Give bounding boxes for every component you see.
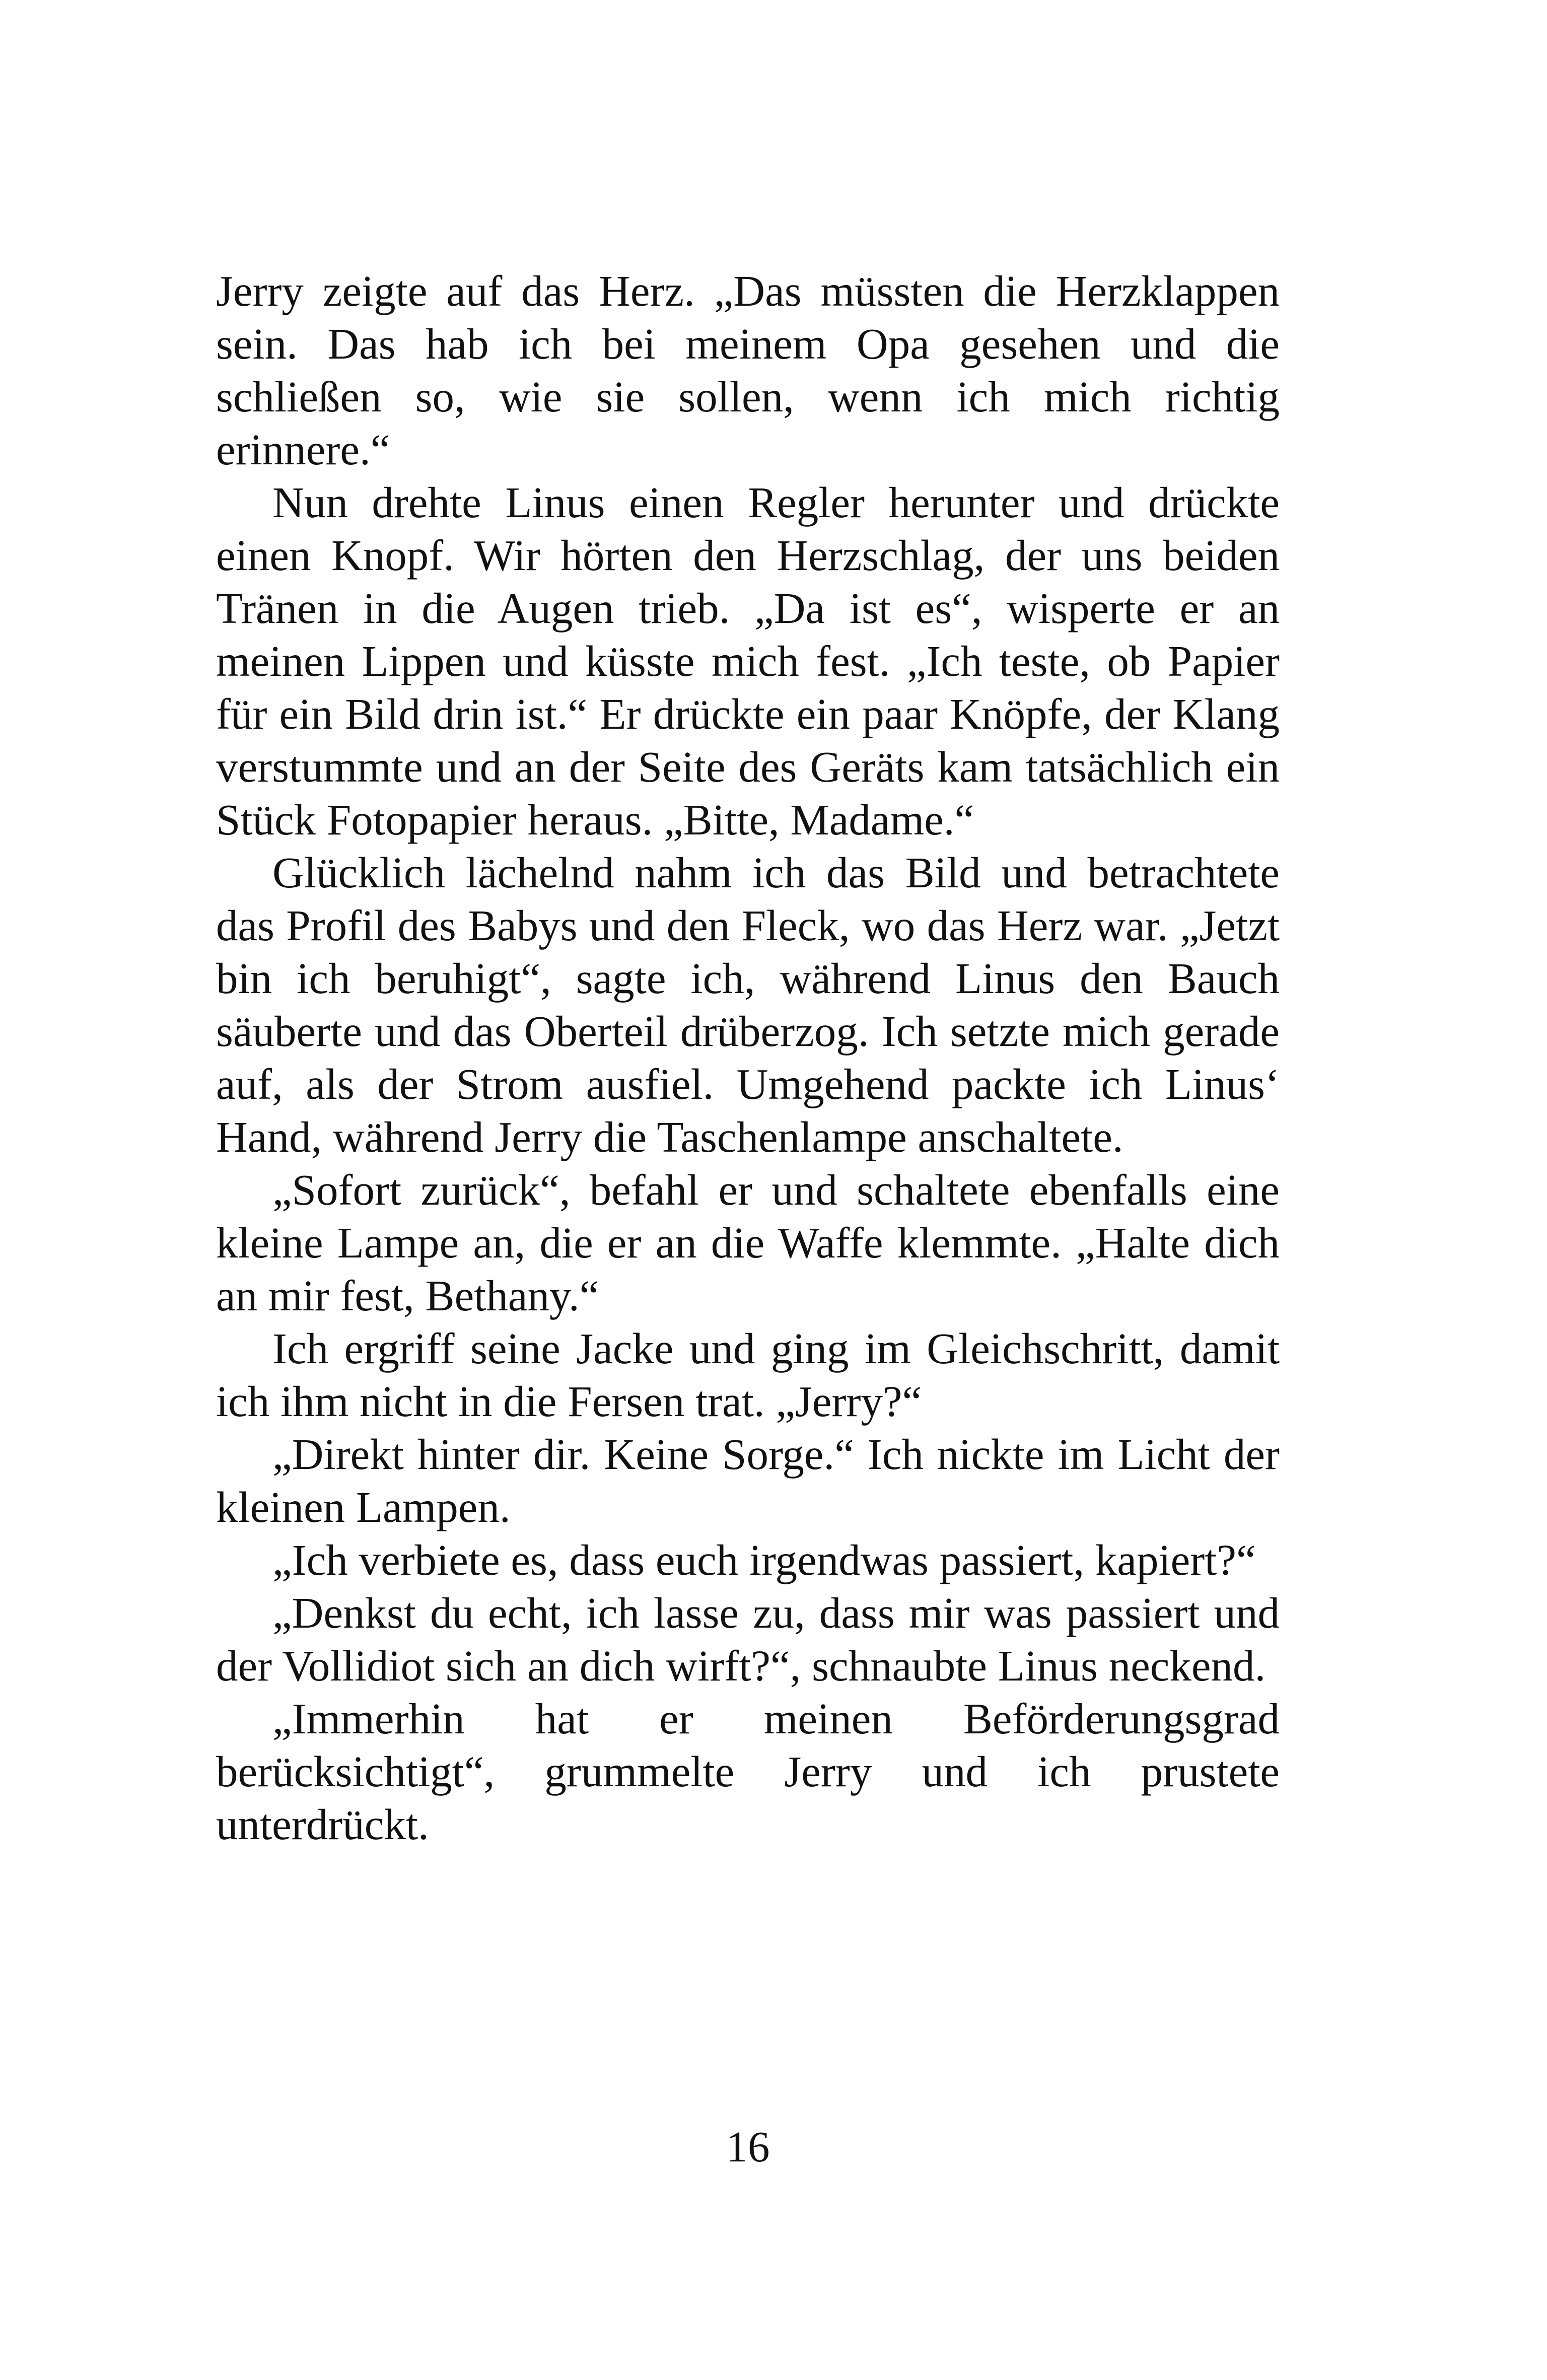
paragraph: „Immerhin hat er meinen Beförderungsgrad berücksichtigt“, grummelte Jerry und ich prustete unterdrückt. — [216, 1694, 1280, 1849]
paragraph: „Ich verbiete es, dass euch irgendwas passiert, kapiert?“ — [272, 1535, 1256, 1584]
page-number: 16 — [726, 2122, 770, 2171]
body-text — [216, 264, 1280, 1851]
paragraph: „Direkt hinter dir. Keine Sorge.“ Ich nickte im Licht der kleinen Lampen. — [216, 1430, 1280, 1531]
paragraph: Nun drehte Linus einen Regler herunter und drückte einen Knopf. Wir hörten den Herzschlag, der uns beiden Tränen in die Augen trieb. „Da ist es“, wisperte er an meinen Lippen und küsste mich fest. „Ich teste, ob Papier für ein Bild drin ist.“ Er drückte ein paar Knöpfe, der Klang verstummte und an der Seite des Geräts kam tatsächlich ein Stück Fotopapier heraus. „Bitte, Madame.“ — [216, 478, 1280, 844]
paragraph: Glücklich lächelnd nahm ich das Bild und betrachtete das Profil des Babys und den Fleck, wo das Herz war. „Jetzt bin ich beruhigt“, sagte ich, während Linus den Bauch säuberte und das Oberteil drüberzog. Ich setzte mich gerade auf, als der Strom ausfiel. Umgehend packte ich Linus‘ Hand, während Jerry die Taschenlampe anschaltete. — [216, 848, 1280, 1161]
paragraph: „Sofort zurück“, befahl er und schaltete ebenfalls eine kleine Lampe an, die er an die Waffe klemmte. „Halte dich an mir fest, Bethany.“ — [216, 1165, 1280, 1320]
paragraph: Jerry zeigte auf das Herz. „Das müssten die Herzklappen sein. Das hab ich bei meinem Opa gesehen und die schließen so, wie sie sollen, wenn ich mich richtig erinnere.“ — [216, 266, 1280, 474]
paragraph: „Denkst du echt, ich lasse zu, dass mir was passiert und der Vollidiot sich an dich wirft?“, schnaubte Linus neckend. — [216, 1588, 1280, 1690]
paragraph: Ich ergriff seine Jacke und ging im Gleichschritt, damit ich ihm nicht in die Fersen trat. „Jerry?“ — [216, 1324, 1280, 1426]
